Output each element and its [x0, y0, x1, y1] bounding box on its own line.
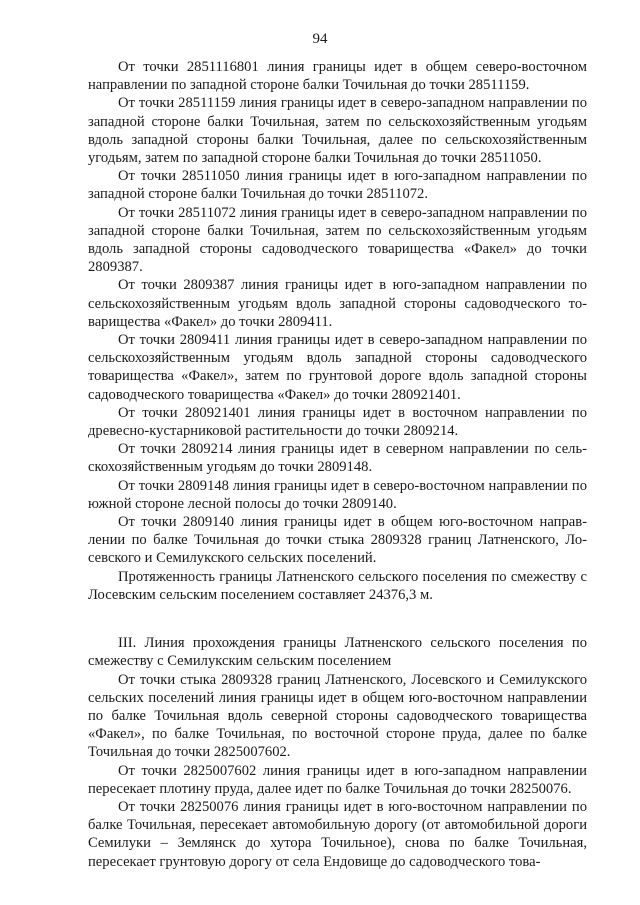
page-number: 94 — [312, 31, 328, 47]
paragraph: От точки 2825007602 линия границы идет в юго-западном направлении пересекает плотину пруда, далее идет по балке Точильная до точки 28250076. — [88, 762, 587, 797]
paragraph: От точки 2809411 линия границы идет в северо-западном направлении по сельскохозяйственным угодьям вдоль западной стороны садоводческого товарищества «Факел», затем по грунтовой дороге вдоль западной стороны садоводческого товарищества «Факел» до точки 280921401. — [88, 332, 587, 403]
section-gap — [88, 604, 587, 634]
paragraph: От точки 2851116801 линия границы идет в общем северо-восточном направлении по западной стороне балки Точильная до точки 28511159. — [88, 59, 587, 94]
paragraph: От точки 28511159 линия границы идет в северо-западном направлении по западной стороне балки Точильная, затем по сельскохозяйственным угодьям вдоль западной стороны балки Точильная, далее по сельскохозяйственным угодьям, затем по западной стороне балки Точильная до точки 28511050. — [88, 95, 587, 167]
paragraph: От точки 28511050 линия границы идет в юго-западном направлении по западной стороне балки Точильная до точки 28511072. — [88, 168, 587, 203]
paragraph: От точки 2809140 линия границы идет в общем юго-восточном направлении по балке Точильная до точки стыка 2809328 границ Латненского, Лосевского и Семилукского сельских поселений. — [88, 514, 587, 567]
paragraph: От точки 2809214 линия границы идет в северном направлении по сельскохозяйственным угодьям до точки 2809148. — [88, 441, 587, 476]
paragraph: От точки 2809387 линия границы идет в юго-западном направлении по сельскохозяйственным угодьям вдоль западной стороны садоводческого товарищества «Факел» до точки 2809411. — [88, 277, 587, 330]
paragraph: От точки стыка 2809328 границ Латненского, Лосевского и Семилукского сельских поселений линия границы идет в общем юго-восточном направлении по балке Точильная вдоль северной стороны садоводческого товарищества «Факел», по балке Точильная, по восточной стороне пруда, далее по балке Точильная до точки 2825007602. — [88, 671, 587, 761]
section-heading: III. Линия прохождения границы Латненского сельского поселения по смежеству с Семилукским сельским поселением — [88, 635, 587, 670]
paragraph: От точки 2809148 линия границы идет в северо-восточном направлении по южной стороне лесной полосы до точки 2809140. — [88, 477, 587, 512]
paragraph: От точки 28250076 линия границы идет в юго-восточном направлении по балке Точильная, пересекает автомобильную дорогу (от автомобильной дороги Семилуки – Землянск до хутора Точильное), снова по балке Точильная, пересекает грунтовую дорогу от села Ендовище до садоводческого това- — [88, 798, 587, 870]
length-summary: Протяженность границы Латненского сельского поселения по смежеству с Лосевским сельским поселением составляет 24376,3 м. — [88, 568, 587, 603]
paragraph: От точки 28511072 линия границы идет в северо-западном направлении по западной стороне балки Точильная, затем по сельскохозяйственным угодьям вдоль западной стороны садоводческого товарищества «Факел» до точки 2809387. — [88, 204, 587, 276]
paragraph: От точки 280921401 линия границы идет в восточном направлении по древесно-кустарниковой растительности до точки 2809214. — [88, 404, 587, 440]
document-body — [88, 58, 587, 871]
